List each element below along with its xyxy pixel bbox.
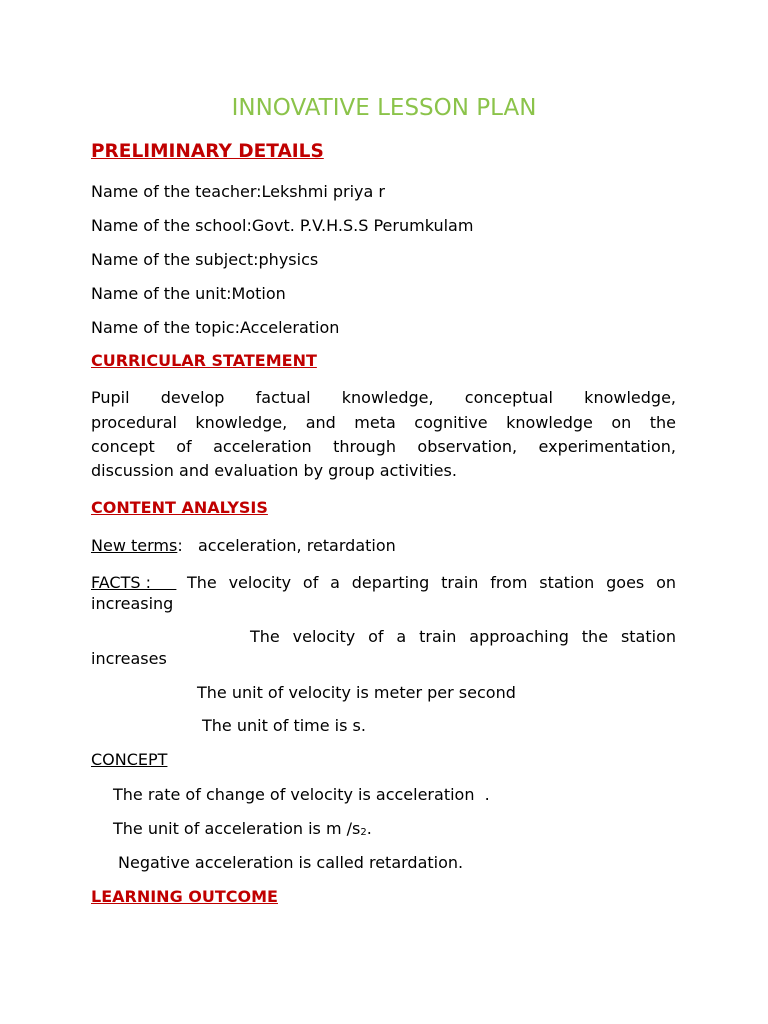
facts-label-row bbox=[91, 573, 176, 593]
content-analysis-heading: CONTENT ANALYSIS bbox=[91, 498, 268, 517]
curricular-line: discussion and evaluation by group activities. bbox=[91, 461, 457, 480]
fact-3-line: The unit of velocity is meter per second bbox=[197, 683, 516, 702]
teacher-name-line: Name of the teacher:Lekshmi priya r bbox=[91, 182, 385, 201]
fact-4-line: The unit of time is s. bbox=[202, 716, 366, 735]
concept-2-line bbox=[113, 819, 372, 843]
fact-1-line-2: increasing bbox=[91, 594, 174, 613]
new-terms-label: New terms bbox=[91, 536, 178, 555]
school-name-line: Name of the school:Govt. P.V.H.S.S Perumkulam bbox=[91, 216, 474, 235]
fact-1-line-1: The velocity of a departing train from station goes on bbox=[187, 573, 676, 592]
unit-name-line: Name of the unit:Motion bbox=[91, 284, 286, 303]
curricular-line: procedural knowledge, and meta cognitive knowledge on the bbox=[91, 413, 676, 432]
new-terms-line bbox=[91, 536, 396, 556]
curricular-statement-heading: CURRICULAR STATEMENT bbox=[91, 351, 317, 370]
concept-2-subscript: 2 bbox=[360, 827, 367, 838]
fact-2-line-1: The velocity of a train approaching the station bbox=[250, 627, 676, 646]
curricular-line: Pupil develop factual knowledge, conceptual knowledge, bbox=[91, 388, 676, 407]
document-title: INNOVATIVE LESSON PLAN bbox=[231, 95, 537, 121]
new-terms-value: : acceleration, retardation bbox=[177, 536, 396, 555]
preliminary-details-heading: PRELIMINARY DETAILS bbox=[91, 141, 324, 162]
concept-1-line: The rate of change of velocity is acceleration . bbox=[113, 785, 490, 804]
curricular-line: concept of acceleration through observation, experimentation, bbox=[91, 437, 676, 456]
concept-label: CONCEPT bbox=[91, 750, 168, 769]
fact-2-line-2: increases bbox=[91, 649, 167, 668]
learning-outcome-heading: LEARNING OUTCOME bbox=[91, 887, 278, 906]
facts-label: FACTS : bbox=[91, 573, 177, 592]
concept-2-end: . bbox=[366, 819, 372, 838]
topic-name-line: Name of the topic:Acceleration bbox=[91, 318, 340, 337]
concept-3-line: Negative acceleration is called retardation. bbox=[118, 853, 464, 872]
concept-2-main: The unit of acceleration is m /s bbox=[113, 819, 361, 838]
subject-name-line: Name of the subject:physics bbox=[91, 250, 319, 269]
